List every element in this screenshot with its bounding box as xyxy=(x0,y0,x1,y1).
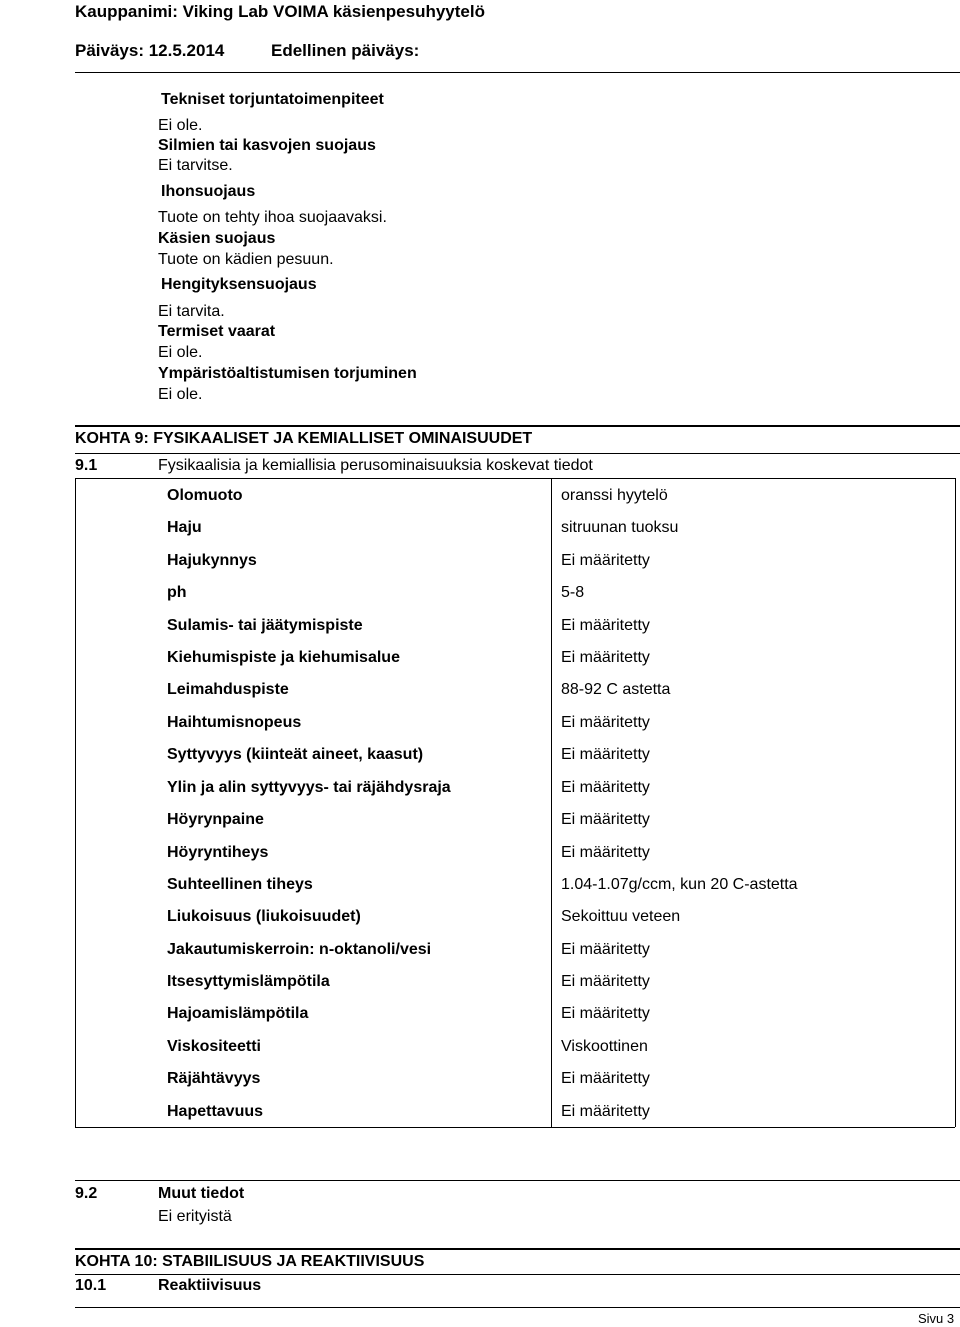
property-value: Sekoittuu veteen xyxy=(561,908,681,925)
table-row xyxy=(0,487,960,511)
subsection-10-1-number: 10.1 xyxy=(75,1277,107,1294)
property-value: Ei määritetty xyxy=(561,649,650,666)
property-value: sitruunan tuoksu xyxy=(561,519,679,536)
subsection-10-1-title: Reaktiivisuus xyxy=(158,1277,262,1294)
property-name: Jakautumiskerroin: n-oktanoli/vesi xyxy=(167,941,432,958)
skin-protection-text: Tuote on tehty ihoa suojaavaksi. xyxy=(158,209,387,226)
property-name: Räjähtävyys xyxy=(167,1070,261,1087)
property-name: Haju xyxy=(167,519,202,536)
environmental-exposure-title: Ympäristöaltistumisen torjuminen xyxy=(158,365,417,382)
property-value: Ei määritetty xyxy=(561,1103,650,1120)
table-row xyxy=(0,519,960,543)
environmental-exposure-text: Ei ole. xyxy=(158,386,203,403)
table-row xyxy=(0,714,960,738)
property-value: oranssi hyytelö xyxy=(561,487,668,504)
previous-date: Edellinen päiväys: xyxy=(271,41,420,60)
table-row xyxy=(0,908,960,932)
subsection-9-2-number: 9.2 xyxy=(75,1185,98,1202)
table-row xyxy=(0,811,960,835)
property-value: 1.04-1.07g/ccm, kun 20 C-astetta xyxy=(561,876,798,893)
property-value: Ei määritetty xyxy=(561,941,650,958)
respiratory-protection-title: Hengityksensuojaus xyxy=(161,276,317,293)
eye-protection-text: Ei tarvitse. xyxy=(158,157,233,174)
page-number: Sivu 3 xyxy=(918,1311,955,1326)
property-name: Syttyvyys (kiinteät aineet, kaasut) xyxy=(167,746,424,763)
table-row xyxy=(0,876,960,900)
property-name: Kiehumispiste ja kiehumisalue xyxy=(167,649,400,666)
property-value: Ei määritetty xyxy=(561,779,650,796)
table-top-border xyxy=(75,478,955,479)
subsection-9-1-title: Fysikaalisia ja kemiallisia perusominaisuuksia koskevat tiedot xyxy=(158,457,593,474)
document-date: Päiväys: 12.5.2014 xyxy=(75,41,225,60)
property-value: Ei määritetty xyxy=(561,714,650,731)
property-name: Hajukynnys xyxy=(167,552,257,569)
table-row xyxy=(0,941,960,965)
section10-heading: KOHTA 10: STABIILISUUS JA REAKTIIVISUUS xyxy=(75,1253,425,1270)
thermal-hazards-text: Ei ole. xyxy=(158,344,203,361)
subsection-9-2-text: Ei erityistä xyxy=(158,1208,232,1225)
subsection-9-1-number: 9.1 xyxy=(75,457,98,474)
property-value: Ei määritetty xyxy=(561,1070,650,1087)
table-row xyxy=(0,746,960,770)
thermal-hazards-title: Termiset vaarat xyxy=(158,323,276,340)
property-value: Ei määritetty xyxy=(561,1005,650,1022)
table-row xyxy=(0,617,960,641)
property-name: ph xyxy=(167,584,187,601)
property-name: Haihtumisnopeus xyxy=(167,714,302,731)
table-bottom-border xyxy=(75,1127,955,1128)
header-divider xyxy=(75,72,960,73)
table-row xyxy=(0,973,960,997)
technical-measures-text: Ei ole. xyxy=(158,117,203,134)
section10-top-rule xyxy=(75,1248,960,1250)
property-name: Höyrynpaine xyxy=(167,811,264,828)
property-value: Ei määritetty xyxy=(561,844,650,861)
property-name: Olomuoto xyxy=(167,487,243,504)
property-value: 88-92 C astetta xyxy=(561,681,671,698)
table-row xyxy=(0,552,960,576)
section9-bottom-rule xyxy=(75,453,960,454)
eye-protection-title: Silmien tai kasvojen suojaus xyxy=(158,137,376,154)
skin-protection-title: Ihonsuojaus xyxy=(161,183,256,200)
table-row xyxy=(0,844,960,868)
subsection-9-2-rule xyxy=(75,1180,960,1181)
section10-bottom-rule xyxy=(75,1274,960,1275)
table-row xyxy=(0,649,960,673)
table-row xyxy=(0,1005,960,1029)
property-name: Hajoamislämpötila xyxy=(167,1005,309,1022)
property-value: Viskoottinen xyxy=(561,1038,648,1055)
property-value: Ei määritetty xyxy=(561,811,650,828)
property-name: Höyryntiheys xyxy=(167,844,269,861)
subsection-9-2-title: Muut tiedot xyxy=(158,1185,245,1202)
hand-protection-text: Tuote on kädien pesuun. xyxy=(158,251,334,268)
table-row xyxy=(0,1103,960,1127)
property-name: Itsesyttymislämpötila xyxy=(167,973,330,990)
property-name: Liukoisuus (liukoisuudet) xyxy=(167,908,361,925)
property-name: Viskositeetti xyxy=(167,1038,261,1055)
property-value: Ei määritetty xyxy=(561,746,650,763)
footer-divider xyxy=(75,1307,960,1308)
property-name: Leimahduspiste xyxy=(167,681,289,698)
section9-heading: KOHTA 9: FYSIKAALISET JA KEMIALLISET OMINAISUUDET xyxy=(75,430,533,447)
property-name: Hapettavuus xyxy=(167,1103,264,1120)
trade-name: Kauppanimi: Viking Lab VOIMA käsienpesuhyytelö xyxy=(75,2,485,21)
property-value: Ei määritetty xyxy=(561,552,650,569)
hand-protection-title: Käsien suojaus xyxy=(158,230,276,247)
property-value: Ei määritetty xyxy=(561,973,650,990)
property-name: Suhteellinen tiheys xyxy=(167,876,313,893)
property-name: Sulamis- tai jäätymispiste xyxy=(167,617,363,634)
respiratory-protection-text: Ei tarvita. xyxy=(158,303,225,320)
table-row xyxy=(0,584,960,608)
table-row xyxy=(0,681,960,705)
property-value: Ei määritetty xyxy=(561,617,650,634)
section9-top-rule xyxy=(75,425,960,427)
table-row xyxy=(0,1038,960,1062)
property-value: 5-8 xyxy=(561,584,585,601)
table-row xyxy=(0,1070,960,1094)
property-name: Ylin ja alin syttyvyys- tai räjähdysraja xyxy=(167,779,451,796)
table-row xyxy=(0,779,960,803)
technical-measures-title: Tekniset torjuntatoimenpiteet xyxy=(161,91,384,108)
